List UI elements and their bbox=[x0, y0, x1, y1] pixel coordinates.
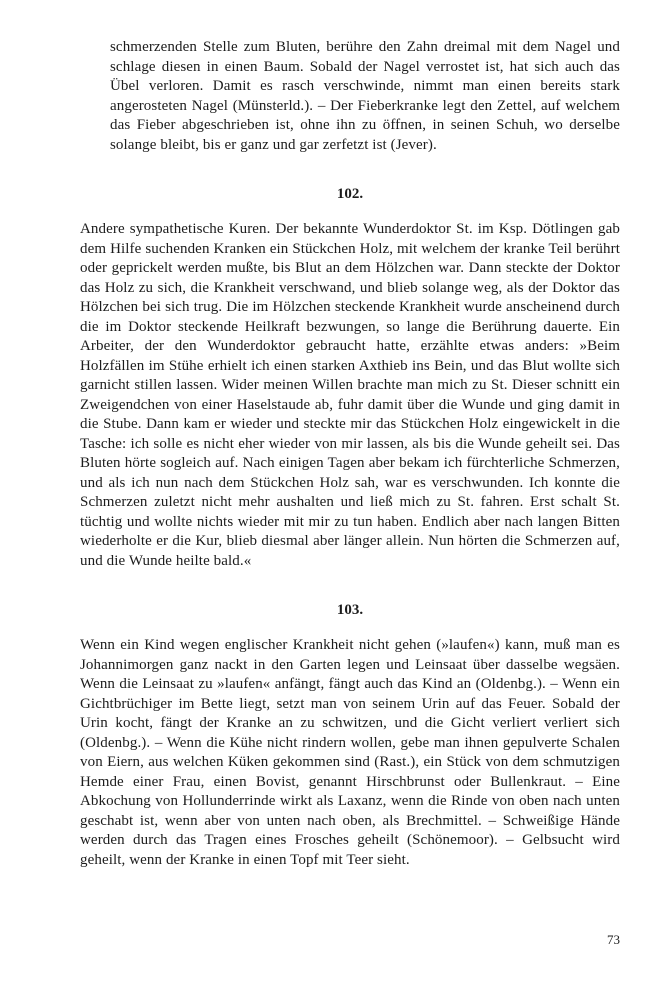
section-heading-103: 103. bbox=[336, 602, 364, 618]
section-102-body: Andere sympathetische Kuren. Der bekannte Wunderdoktor St. im Ksp. Dötlingen gab dem Hilfe suchenden Kranken ein Stückchen Holz, mit welchem der kranke Teil berührt oder geprickelt werden mußte, bis Blut an dem Hölzchen war. Dann steckte der Doktor das Holz zu sich, die Krankheit verschwand, und blieb solange weg, als der Doktor das Hölzchen bei sich trug. Die im Hölzchen steckende Krankheit wurde anscheinend durch die im Doktor steckende Heilkraft bezwungen, so lange die Berührung dauerte. Ein Arbeiter, der den Wunderdoktor gebraucht hatte, erzählte etwas anders: »Beim Holzfällen im Stühe erhielt ich einen starken Axthieb ins Bein, und das Blut wollte sich garnicht stillen lassen. Wider meinen Willen brachte man mich zu St. Dieser schnitt ein Zweigendchen von einer Haselstaude ab, fuhr damit über die Wunde und ging damit in die Stube. Dann kam er wieder und steckte mir das Stückchen Holz eingewickelt in die Tasche: ich solle es nicht eher wieder von mir lassen, als bis die Wunde geheilt sei. Das Bluten hörte sogleich auf. Nach einigen Tagen aber bekam ich fürchterliche Schmerzen, und als ich nun nach dem Stückchen Holz sah, war es verschwunden. Ich konnte die Schmerzen zuletzt nicht mehr aushalten und ließ mich zu St. fahren. Erst schalt St. tüchtig und wollte nichts wieder mit mir zu tun haben. Endlich aber nach langen Bitten wiederholte er die Kur, blieb diesmal aber länger allein. Nun hörten die Schmerzen auf, und die Wunde heilte bald.« bbox=[80, 221, 620, 569]
intro-paragraph: schmerzenden Stelle zum Bluten, berühre den Zahn dreimal mit dem Nagel und schlage diesen in einen Baum. Sobald der Nagel verrostet ist, hat sich auch das Übel verloren. Damit es rasch verschwinde, nimmt man einen bereits stark angerosteten Nagel (Münsterld.). – Der Fieberkranke legt den Zettel, auf welchem das Fieber abgeschrieben ist, ohne ihn zu öffnen, in seinen Schuh, wo derselbe solange bleibt, bis er ganz und gar zerfetzt ist (Jever). bbox=[110, 39, 620, 153]
section-103-body: Wenn ein Kind wegen englischer Krankheit nicht gehen (»laufen«) kann, muß man es Johannimorgen ganz nackt in den Garten legen und Leinsaat über dasselbe wegsäen. Wenn die Leinsaat zu »laufen« anfängt, fängt auch das Kind an (Oldenbg.). – Wenn ein Gichtbrüchiger im Bette liegt, setzt man von seinem Urin auf das Feuer. Sobald der Urin kocht, fängt der Kranke an zu schwitzen, und die Gicht verliert verliert sich (Oldenbg.). – Wenn die Kühe nicht rindern wollen, gebe man ihnen gepulverte Schalen von Eiern, aus welchen Küken gekommen sind (Rast.), ein Stück von dem schmutzigen Hemde einer Frau, einen Bovist, genannt Hirschbrunst oder Bullenkraut. – Eine Abkochung von Hollunderrinde wirkt als Laxanz, wenn die Rinde von oben nach unten geschabt ist, wenn aber von unten nach oben, als Brechmittel. – Schweißige Hände werden durch das Tragen eines Frosches geheilt (Schönemoor). – Gelbsucht wird geheilt, wenn der Kranke in einen Topf mit Teer sieht. bbox=[80, 637, 620, 868]
page-number: 73 bbox=[607, 932, 620, 947]
section-heading-102: 102. bbox=[336, 186, 364, 202]
